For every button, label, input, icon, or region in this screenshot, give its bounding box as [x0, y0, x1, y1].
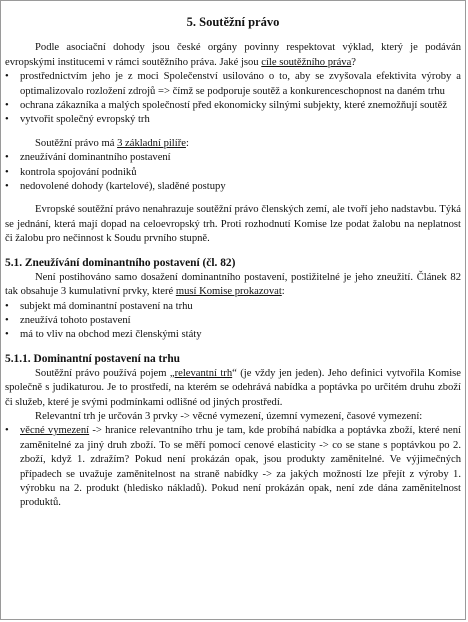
relevant-market-link: relevantní trh — [174, 367, 233, 379]
list-item: • vytvořit společný evropský trh — [5, 113, 461, 127]
relevant-market-paragraph — [5, 367, 461, 410]
commission-proof-link: musí Komise prokazovat — [175, 286, 282, 298]
list-item: • nedovolené dohody (kartelové), sladěné postupy — [5, 180, 461, 194]
list-item: • má to vliv na obchod mezi členskými státy — [5, 328, 461, 342]
elements-list — [5, 300, 461, 343]
intro-text: Podle asociační dohody jsou české orgány povinny respektovat výklad, který je podáván evropskými institucemi v rámci soutěžního práva. Jaké jsou — [5, 42, 461, 68]
pillars-list — [5, 151, 461, 194]
material-definition-text: -> hranice relevantního trhu je tam, kde probíhá nabídka a poptávka zboží, které není zaměnitelné za jiný druh zboží. To se měří pomocí cenové elasticity -> co se stane s poptávkou po 2. zboží, když 1. zdražím? Pokud není prokázán opak, jsou produkty zaměnitelné. Ve výjimečných případech se uvažuje zaměnitelnost na straně nabídky -> za jakých možností lze přejít z výroby 1. výrobku na 2. produkt (hledisko nákladů). Pokud není prokázán opak, není zde dána zaměnitelnost produktů. — [20, 425, 462, 509]
pillars-intro — [5, 137, 461, 151]
list-item: • ochrana zákazníka a malých společností před ekonomicky silnými subjekty, které znemožňují soutěž — [5, 99, 461, 113]
list-item: • zneužívá tohoto postavení — [5, 314, 461, 328]
section-heading-5-1: 5.1. Zneužívání dominantního postavení (čl. 82) — [5, 256, 236, 269]
list-item: • prostřednictvím jeho je z moci Společenství usilováno o to, aby se zvyšovala efektivita výroby a optimalizovalo rozložení zdrojů => čímž se podporuje soutěž a konkurenceschopnost na daném trhu — [5, 70, 461, 99]
eu-law-paragraph: Evropské soutěžní právo nenahrazuje soutěžní právo členských zemí, ale tvoří jeho nadstavbu. Týká se jednání, která mají dopad na celoevropský trh. Proti rozhodnutí Komise lze podat žalobu na neplatnost či žalobu pro nečinnost k Soudu prvního stupně. — [5, 204, 461, 245]
page-title: 5. Soutěžní právo — [186, 15, 280, 29]
market-definition-list — [5, 424, 461, 510]
relevant-market-text-start: Soutěžní právo používá pojem „ — [35, 367, 175, 379]
pillars-link: 3 základní pilíře — [117, 137, 186, 149]
relevant-market-text-end: “ (je vždy jen jeden). Jeho definici vytvořila Komise společně s judikaturou. Je to prostředí, na kterém se odehrává nabídka a poptávka po určitém druhu zboží či služeb, které je svými podmínkami odlišné od jiných prostředí. — [5, 367, 461, 408]
section-5-1-text: Není postihováno samo dosažení dominantního postavení, postižitelné je jeho zneužití. Článek 82 tak obsahuje 3 kumulativní prvky, které — [5, 271, 461, 298]
goals-link: cíle soutěžního práva — [261, 56, 352, 68]
list-item: • zneužívání dominantního postavení — [5, 151, 461, 165]
section-heading-5-1-1: 5.1.1. Dominantní postavení na trhu — [5, 352, 181, 365]
section-5-1-paragraph — [5, 271, 461, 300]
list-item: • kontrola spojování podniků — [5, 166, 461, 180]
intro-paragraph — [5, 41, 461, 70]
goals-list — [5, 70, 461, 128]
list-item — [5, 424, 461, 510]
pillars-intro-text: Soutěžní právo má — [35, 137, 118, 149]
material-definition-link: věcné vymezení — [20, 425, 90, 437]
market-elements-paragraph: Relevantní trh je určován 3 prvky -> věcné vymezení, územní vymezení, časové vymezení: — [35, 410, 423, 422]
intro-end: ? — [351, 56, 356, 68]
pillars-intro-end: : — [185, 137, 189, 149]
list-item: • subjekt má dominantní postavení na trhu — [5, 300, 461, 314]
section-5-1-end: : — [281, 286, 285, 298]
